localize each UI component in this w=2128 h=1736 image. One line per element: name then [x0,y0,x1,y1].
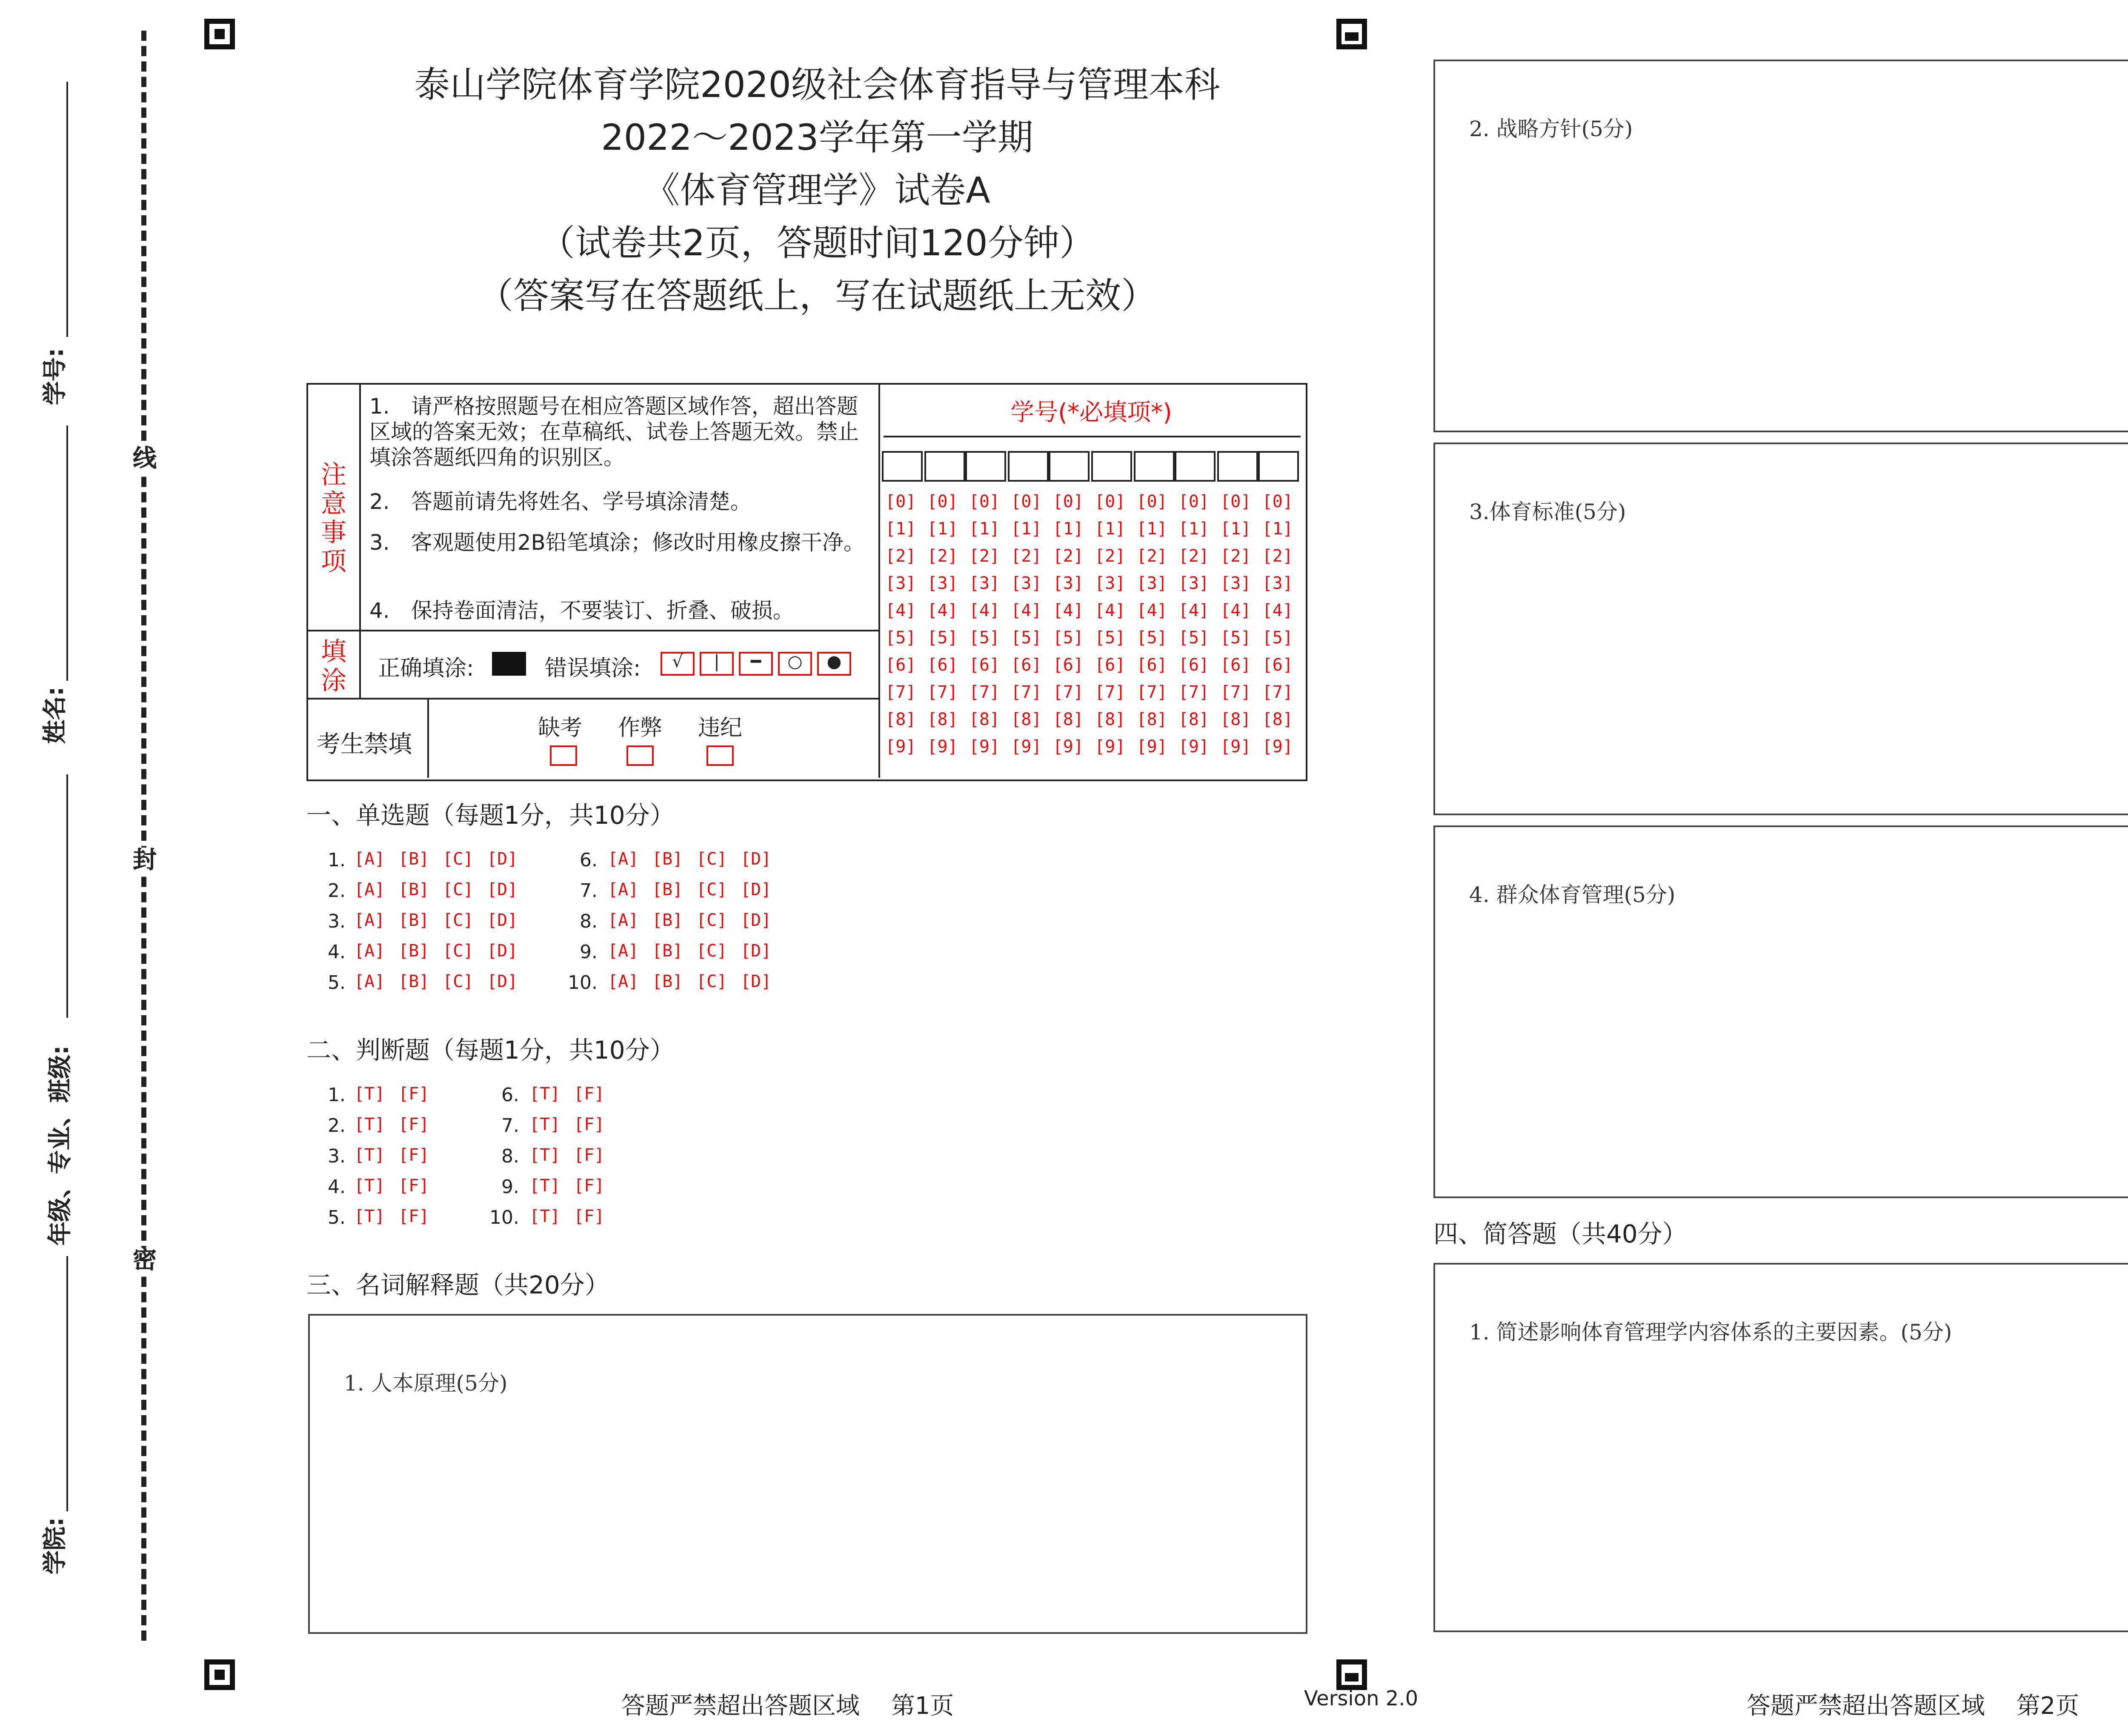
student-number-write-cell[interactable] [1175,451,1216,482]
student-number-digit-bubble[interactable]: [0] [1136,494,1167,512]
student-number-digit-bubble[interactable]: [6] [927,657,958,676]
student-number-digit-bubble[interactable]: [7] [1095,684,1126,703]
answer-option-bubble[interactable]: [B] [652,943,683,962]
answer-option-bubble[interactable]: [T] [354,1208,385,1227]
notice-hline-2 [306,698,878,700]
answer-option-bubble[interactable]: [T] [529,1086,561,1105]
student-number-digit-bubble[interactable]: [1] [1095,521,1126,540]
student-number-digit-bubble[interactable]: [2] [1220,548,1251,567]
student-number-digit-bubble[interactable]: [8] [885,711,916,730]
question-number: 9. [501,1176,519,1198]
binding-char-xian: 线 [131,446,158,473]
answer-option-bubble[interactable]: [D] [487,912,518,931]
student-number-digit-bubble[interactable]: [4] [1053,602,1084,621]
student-number-digit-bubble[interactable]: [6] [1262,657,1293,676]
ban-cheat-label: 作弊 [618,717,663,742]
question-number: 4. [328,1176,346,1198]
student-number-digit-bubble[interactable]: [4] [1220,602,1251,621]
answer-option-bubble[interactable]: [D] [741,882,772,900]
question-number: 2. [328,1115,346,1137]
answer-option-bubble[interactable]: [A] [354,882,385,900]
student-number-digit-bubble[interactable]: [6] [1178,657,1209,676]
answer-option-bubble[interactable]: [C] [696,882,727,900]
student-number-digit-bubble[interactable]: [2] [1178,548,1209,567]
student-number-digit-bubble[interactable]: [9] [1095,739,1126,757]
answer-option-bubble[interactable]: [D] [741,851,772,870]
student-number-write-cell[interactable] [1007,451,1048,482]
answer-option-bubble[interactable]: [B] [652,974,683,992]
wrong-fill-dash-icon: ━ [739,652,773,676]
student-number-digit-bubble[interactable]: [3] [885,575,916,594]
answer-option-bubble[interactable]: [C] [696,943,727,962]
student-number-digit-bubble[interactable]: [1] [1053,521,1084,540]
student-number-digit-bubble[interactable]: [1] [927,521,958,540]
student-number-digit-bubble[interactable]: [7] [1136,684,1167,703]
wrong-fill-circle-icon: ○ [778,652,812,676]
short-answer-title: 四、简答题（共40分） [1433,1222,1687,1249]
binding-char-feng: 封 [131,848,158,875]
student-number-digit-bubble[interactable]: [2] [1053,548,1084,567]
student-id-label: 学号: [43,348,70,405]
answer-option-bubble[interactable]: [B] [652,851,683,870]
notice-item-4: 4. 保持卷面清洁，不要装订、折叠、破损。 [369,597,794,623]
student-number-digit-bubble[interactable]: [6] [1095,657,1126,676]
answer-option-bubble[interactable]: [T] [529,1208,561,1227]
answer-option-bubble[interactable]: [A] [354,851,385,870]
question-number: 1. [328,849,346,871]
ban-label-divider [427,698,429,778]
answer-option-bubble[interactable]: [A] [608,851,639,870]
term-3-label: 3.体育标准(5分) [1469,499,1626,524]
student-number-digit-bubble[interactable]: [1] [1220,521,1251,540]
wrong-fill-dot-icon: ● [817,652,851,676]
notice-hline-1 [306,630,878,631]
question-number: 1. [328,1084,346,1106]
exam-title-line-5: （答案写在答题纸上，写在试题纸上无效） [478,276,1157,317]
answer-option-bubble[interactable]: [B] [398,882,429,900]
student-number-digit-bubble[interactable]: [9] [927,739,958,757]
class-line [66,774,68,1018]
class-label: 年级、专业、班级: [48,1045,75,1246]
student-number-digit-bubble[interactable]: [4] [1262,602,1293,621]
student-number-write-cell[interactable] [1050,451,1090,482]
student-number-digit-bubble[interactable]: [7] [1220,684,1251,703]
answer-option-bubble[interactable]: [D] [487,882,518,900]
answer-option-bubble[interactable]: [A] [608,912,639,931]
student-number-digit-bubble[interactable]: [3] [1262,575,1293,594]
notice-item-3: 3. 客观题使用2B铅笔填涂；修改时用橡皮擦干净。 [369,529,865,555]
student-number-digit-bubble[interactable]: [5] [1053,630,1084,648]
student-number-divider [878,383,880,778]
student-number-digit-bubble[interactable]: [4] [885,602,916,621]
binding-dashed-line [141,31,146,1641]
corner-marker-top-middle [1336,19,1367,49]
question-number: 6. [580,849,598,871]
answer-option-bubble[interactable]: [T] [529,1178,561,1196]
term-1-label: 1. 人本原理(5分) [344,1370,508,1396]
notice-item-1: 1. 请严格按照题号在相应答题区域作答，超出答题区域的答案无效；在草稿纸、试卷上答题无效。禁止填涂答题纸四角的识别区。 [369,393,859,470]
true-false-title: 二、判断题（每题1分，共10分） [306,1038,675,1065]
student-number-digit-bubble[interactable]: [1] [1011,521,1042,540]
notice-label-divider [359,383,361,630]
single-choice-title: 一、单选题（每题1分，共10分） [306,803,675,831]
student-number-digit-bubble[interactable]: [7] [1053,684,1084,703]
student-number-digit-bubble[interactable]: [9] [885,739,916,757]
college-label: 学院: [43,1517,70,1574]
student-number-digit-bubble[interactable]: [3] [1178,575,1209,594]
student-number-digit-bubble[interactable]: [0] [1262,494,1293,512]
student-number-digit-bubble[interactable]: [0] [1095,494,1126,512]
student-number-digit-bubble[interactable]: [5] [885,630,916,648]
student-number-digit-bubble[interactable]: [2] [885,548,916,567]
answer-option-bubble[interactable]: [C] [443,882,474,900]
student-number-digit-bubble[interactable]: [7] [969,684,1000,703]
student-number-digit-bubble[interactable]: [0] [969,494,1000,512]
student-number-write-cell[interactable] [1259,451,1300,482]
answer-option-bubble[interactable]: [F] [398,1086,429,1105]
student-number-write-cell[interactable] [882,451,923,482]
answer-option-bubble[interactable]: [F] [574,1208,605,1227]
student-number-title: 学号(*必填项*) [1010,400,1172,427]
question-number: 2. [328,880,346,902]
student-number-digit-bubble[interactable]: [3] [1220,575,1251,594]
student-number-digit-bubble[interactable]: [2] [969,548,1000,567]
wrong-fill-bar-icon: | [700,652,734,676]
term-2-label: 2. 战略方针(5分) [1469,116,1633,141]
student-number-digit-bubble[interactable]: [8] [1053,711,1084,730]
student-number-digit-bubble[interactable]: [7] [927,684,958,703]
student-number-digit-bubble[interactable]: [1] [885,521,916,540]
notice-label-4: 项 [320,546,346,577]
student-number-digit-bubble[interactable]: [4] [1011,602,1042,621]
student-number-digit-bubble[interactable]: [9] [1011,739,1042,757]
student-number-digit-bubble[interactable]: [8] [1011,711,1042,730]
answer-option-bubble[interactable]: [F] [574,1086,605,1105]
student-number-digit-bubble[interactable]: [5] [1220,630,1251,648]
student-number-digit-bubble[interactable]: [8] [1095,711,1126,730]
student-id-line [66,82,68,337]
student-number-digit-bubble[interactable]: [5] [1095,630,1126,648]
student-number-digit-bubble[interactable]: [7] [885,684,916,703]
answer-option-bubble[interactable]: [D] [741,912,772,931]
question-number: 10. [489,1207,519,1229]
student-number-title-line [884,436,1301,437]
answer-option-bubble[interactable]: [C] [443,912,474,931]
student-number-digit-bubble[interactable]: [5] [1136,630,1167,648]
student-number-digit-bubble[interactable]: [3] [1136,575,1167,594]
student-number-digit-bubble[interactable]: [0] [1220,494,1251,512]
notice-label-3: 事 [320,517,346,548]
answer-option-bubble[interactable]: [C] [443,851,474,870]
student-number-write-cell[interactable] [966,451,1007,482]
student-number-write-cell[interactable] [1217,451,1258,482]
student-number-digit-bubble[interactable]: [8] [1178,711,1209,730]
student-number-digit-bubble[interactable]: [8] [1136,711,1167,730]
name-label: 姓名: [43,686,70,744]
ban-label: 考生禁填 [317,732,412,759]
answer-option-bubble[interactable]: [C] [443,974,474,992]
notice-label-1: 注 [320,460,346,490]
answer-option-bubble[interactable]: [B] [652,882,683,900]
student-number-digit-bubble[interactable]: [6] [1220,657,1251,676]
student-number-digit-bubble[interactable]: [7] [1178,684,1209,703]
student-number-digit-bubble[interactable]: [5] [1011,630,1042,648]
question-number: 8. [580,911,598,933]
student-number-digit-bubble[interactable]: [3] [927,575,958,594]
student-number-digit-bubble[interactable]: [5] [927,630,958,648]
student-number-digit-bubble[interactable]: [6] [1011,657,1042,676]
student-number-digit-bubble[interactable]: [3] [969,575,1000,594]
student-number-digit-bubble[interactable]: [4] [969,602,1000,621]
student-number-digit-bubble[interactable]: [6] [1053,657,1084,676]
answer-option-bubble[interactable]: [A] [608,943,639,962]
ban-absent-label: 缺考 [538,717,583,742]
correct-fill-label: 正确填涂: [378,657,474,682]
exam-title-line-3: 《体育管理学》试卷A [644,170,990,211]
student-number-digit-bubble[interactable]: [4] [1178,602,1209,621]
question-number: 10. [568,972,598,994]
student-number-digit-bubble[interactable]: [2] [927,548,958,567]
student-number-digit-bubble[interactable]: [7] [1262,684,1293,703]
question-number: 9. [580,941,598,963]
question-number: 3. [328,911,346,933]
short-answer-1-label: 1. 简述影响体育管理学内容体系的主要因素。(5分) [1469,1319,1952,1345]
ban-absent-box [550,745,577,766]
answer-option-bubble[interactable]: [T] [354,1086,385,1105]
answer-option-bubble[interactable]: [F] [398,1208,429,1227]
student-number-digit-bubble[interactable]: [9] [1178,739,1209,757]
answer-option-bubble[interactable]: [B] [398,974,429,992]
student-number-digit-bubble[interactable]: [1] [1136,521,1167,540]
answer-option-bubble[interactable]: [C] [443,943,474,962]
exam-title-line-1: 泰山学院体育学院2020级社会体育指导与管理本科 [414,65,1220,106]
student-number-digit-bubble[interactable]: [9] [1220,739,1251,757]
student-number-digit-bubble[interactable]: [0] [927,494,958,512]
answer-option-bubble[interactable]: [A] [608,974,639,992]
answer-option-bubble[interactable]: [C] [696,974,727,992]
answer-option-bubble[interactable]: [T] [354,1147,385,1166]
student-number-digit-bubble[interactable]: [1] [969,521,1000,540]
answer-option-bubble[interactable]: [T] [354,1116,385,1135]
footer-page-2: 答题严禁超出答题区域 第2页 [1747,1693,2079,1721]
question-number: 7. [580,880,598,902]
answer-option-bubble[interactable]: [F] [398,1178,429,1196]
answer-option-bubble[interactable]: [C] [696,851,727,870]
student-number-digit-bubble[interactable]: [1] [1262,521,1293,540]
exam-title-line-2: 2022～2023学年第一学期 [601,117,1033,158]
student-number-digit-bubble[interactable]: [5] [1178,630,1209,648]
fill-label-divider [359,630,361,698]
answer-option-bubble[interactable]: [D] [487,943,518,962]
question-number: 7. [501,1115,519,1137]
answer-option-bubble[interactable]: [C] [696,912,727,931]
name-line [66,425,68,681]
answer-option-bubble[interactable]: [A] [608,882,639,900]
student-number-digit-bubble[interactable]: [9] [1262,739,1293,757]
answer-option-bubble[interactable]: [A] [354,974,385,992]
answer-option-bubble[interactable]: [D] [741,974,772,992]
question-number: 4. [328,941,346,963]
student-number-digit-bubble[interactable]: [8] [969,711,1000,730]
answer-option-bubble[interactable]: [T] [529,1147,561,1166]
student-number-digit-bubble[interactable]: [4] [927,602,958,621]
footer-version: Version 2.0 [1304,1687,1419,1710]
student-number-digit-bubble[interactable]: [6] [1136,657,1167,676]
student-number-digit-bubble[interactable]: [1] [1178,521,1209,540]
term-1-answer-box[interactable] [308,1314,1307,1634]
student-number-digit-bubble[interactable]: [3] [1011,575,1042,594]
answer-option-bubble[interactable]: [A] [354,943,385,962]
student-number-digit-bubble[interactable]: [0] [1011,494,1042,512]
student-number-digit-bubble[interactable]: [0] [1053,494,1084,512]
student-number-digit-bubble[interactable]: [8] [927,711,958,730]
notice-item-2: 2. 答题前请先将姓名、学号填涂清楚。 [369,488,752,514]
student-number-digit-bubble[interactable]: [2] [1136,548,1167,567]
question-number: 5. [328,1207,346,1229]
correct-fill-sample [492,652,526,676]
answer-option-bubble[interactable]: [A] [354,912,385,931]
answer-option-bubble[interactable]: [F] [398,1147,429,1166]
question-number: 6. [501,1084,519,1106]
student-number-digit-bubble[interactable]: [8] [1220,711,1251,730]
student-number-digit-bubble[interactable]: [4] [1136,602,1167,621]
question-number: 3. [328,1145,346,1168]
student-number-digit-bubble[interactable]: [9] [1136,739,1167,757]
ban-violation-box [706,745,734,766]
student-number-digit-bubble[interactable]: [6] [969,657,1000,676]
student-number-write-cell[interactable] [924,451,964,482]
student-number-digit-bubble[interactable]: [9] [1053,739,1084,757]
student-number-digit-bubble[interactable]: [2] [1262,548,1293,567]
wrong-fill-label: 错误填涂: [545,657,641,682]
student-number-digit-bubble[interactable]: [3] [1053,575,1084,594]
ban-violation-label: 违纪 [698,717,743,742]
student-number-digit-bubble[interactable]: [2] [1095,548,1126,567]
binding-char-mi: 密 [131,1248,158,1275]
question-number: 8. [501,1145,519,1168]
student-number-digit-bubble[interactable]: [4] [1095,602,1126,621]
fill-label-1: 填 [320,637,346,667]
answer-option-bubble[interactable]: [B] [398,912,429,931]
answer-option-bubble[interactable]: [B] [398,943,429,962]
answer-option-bubble[interactable]: [F] [398,1116,429,1135]
student-number-digit-bubble[interactable]: [7] [1011,684,1042,703]
ban-cheat-box [626,745,654,766]
footer-page-1: 答题严禁超出答题区域 第1页 [621,1693,954,1721]
answer-option-bubble[interactable]: [B] [652,912,683,931]
student-number-write-cell[interactable] [1091,451,1132,482]
fill-label-2: 涂 [320,665,346,696]
answer-option-bubble[interactable]: [D] [487,974,518,992]
answer-option-bubble[interactable]: [T] [529,1116,561,1135]
corner-marker-bottom-left [204,1659,235,1690]
answer-option-bubble[interactable]: [B] [398,851,429,870]
answer-option-bubble[interactable]: [F] [574,1116,605,1135]
question-number: 5. [328,972,346,994]
answer-option-bubble[interactable]: [D] [741,943,772,962]
student-number-digit-bubble[interactable]: [2] [1011,548,1042,567]
notice-label-2: 意 [320,488,346,519]
terms-title: 三、名词解释题（共20分） [306,1273,609,1300]
student-number-digit-bubble[interactable]: [3] [1095,575,1126,594]
student-number-digit-bubble[interactable]: [8] [1262,711,1293,730]
wrong-fill-check-icon: √ [661,652,695,676]
corner-marker-top-left [204,19,235,49]
student-number-digit-bubble[interactable]: [6] [885,657,916,676]
student-number-write-cell[interactable] [1133,451,1174,482]
corner-marker-bottom-middle [1336,1659,1367,1690]
college-line [66,1256,68,1511]
student-number-digit-bubble[interactable]: [0] [885,494,916,512]
answer-option-bubble[interactable]: [F] [574,1178,605,1196]
term-4-label: 4. 群众体育管理(5分) [1469,882,1676,907]
exam-title-line-4: （试卷共2页，答题时间120分钟） [539,223,1095,264]
answer-option-bubble[interactable]: [D] [487,851,518,870]
answer-option-bubble[interactable]: [F] [574,1147,605,1166]
student-number-digit-bubble[interactable]: [0] [1178,494,1209,512]
answer-option-bubble[interactable]: [T] [354,1178,385,1196]
student-number-digit-bubble[interactable]: [5] [969,630,1000,648]
student-number-digit-bubble[interactable]: [5] [1262,630,1293,648]
student-number-digit-bubble[interactable]: [9] [969,739,1000,757]
